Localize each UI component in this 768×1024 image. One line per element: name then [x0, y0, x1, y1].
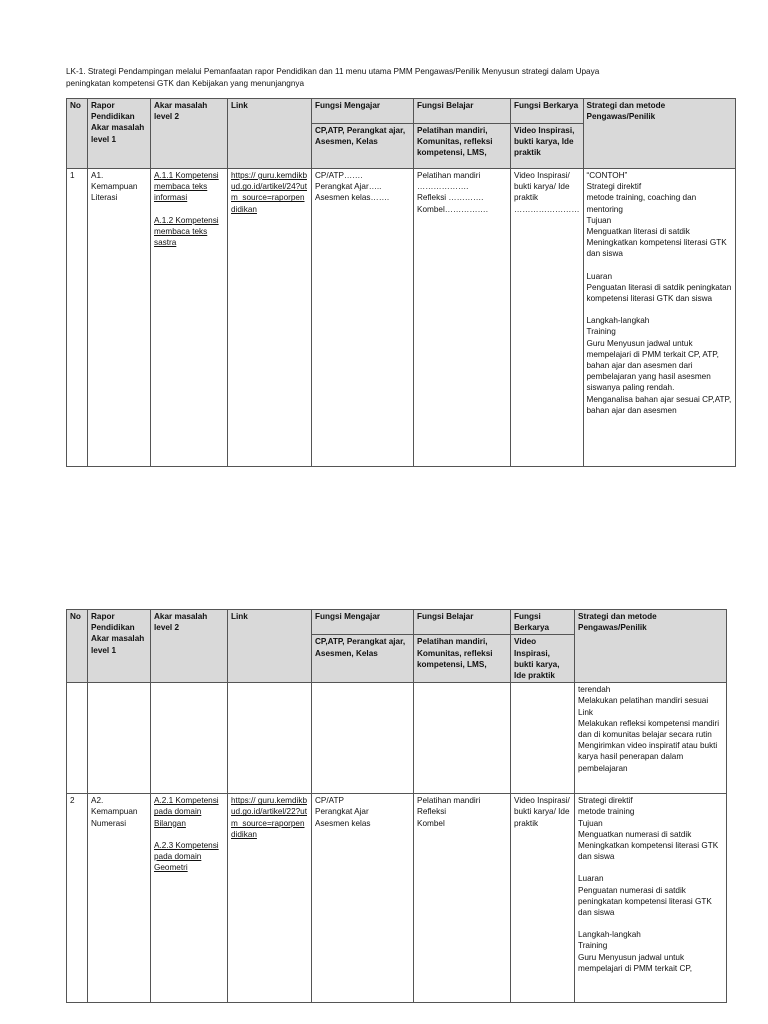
header-fungsi-belajar: Fungsi Belajar [414, 610, 511, 635]
intro-text [66, 66, 706, 90]
header-belajar-sub: Pelatihan mandiri, Komunitas, refleksi kompetensi, LMS, [414, 124, 511, 169]
link-cell [228, 169, 312, 467]
header-belajar-sub: Pelatihan mandiri, Komunitas, refleksi kompetensi, LMS, [414, 635, 511, 683]
header-mengajar-sub: CP,ATP, Perangkat ajar, Asesmen, Kelas [312, 635, 414, 683]
row-no: 1 [67, 169, 88, 467]
strategi-block: “CONTOH” Strategi direktif metode training, coaching dan mentoring Tujuan Menguatkan literasi di satdik Meningkatkan kompetensi literasi GTK dan siswa [586, 171, 727, 259]
strategi-block: Langkah-langkah Training Guru Menyusun jadwal untuk mempelajari di PMM terkait CP, ATP, bahan ajar dan asesmen dari pembelajaran yang hasil asesmen siswanya paling rendah. Menganalisa bahan ajar sesuai CP,ATP, bahan ajar dan asesmen [586, 316, 732, 415]
strategi-block: Luaran Penguatan literasi di satdik peningkatan kompetensi literasi GTK dan siswa [586, 271, 732, 304]
header-berkarya-sub: Video Inspirasi, bukti karya, Ide praktik [511, 635, 575, 683]
table-row-continuation [67, 683, 727, 794]
table-row [67, 169, 736, 467]
resource-link[interactable]: https:// guru.kemdikbud.go.id/artikel/24?utm_source=raporpendidikan [231, 171, 308, 214]
fungsi-berkarya-cell: Video Inspirasi/ bukti karya/ Ide praktik [511, 794, 575, 1003]
header-mengajar-sub: CP,ATP, Perangkat ajar, Asesmen, Kelas [312, 124, 414, 169]
header-fungsi-mengajar: Fungsi Mengajar [312, 99, 414, 124]
akar-item: A.2.1 Kompetensi pada domain Bilangan [154, 796, 219, 828]
header-rapor: Rapor Pendidikan Akar masalah level 1 [88, 610, 151, 683]
akar-item: A.1.2 Kompetensi membaca teks sastra [154, 215, 219, 248]
strategi-block: Luaran Penguatan numerasi di satdik peningkatan kompetensi literasi GTK dan siswa [578, 874, 712, 918]
fungsi-belajar-cell: Pelatihan mandiri Refleksi Kombel [414, 794, 511, 1003]
intro-line-2: peningkatan kompetensi GTK dan Kebijakan yang menunjangnya [66, 79, 305, 88]
strategy-table-page-1 [66, 98, 736, 467]
strategi-cell-continued: terendah Melakukan pelatihan mandiri sesuai Link Melakukan refleksi kompetensi mandiri dan di komunitas belajar secara rutin Mengirimkan video inspiratif atau bukti karya hasil penerapan dalam pembelajaran [575, 683, 727, 794]
header-no: No [67, 610, 88, 683]
header-berkarya-sub: Video Inspirasi, bukti karya, Ide praktik [511, 124, 584, 169]
fungsi-mengajar-cell: CP/ATP Perangkat Ajar Asesmen kelas [312, 794, 414, 1003]
header-akar-level-2: Akar masalah level 2 [151, 610, 228, 683]
akar-level-2-cell [151, 794, 228, 1003]
strategi-cell [575, 794, 727, 1003]
header-fungsi-mengajar: Fungsi Mengajar [312, 610, 414, 635]
akar-item: A.1.1 Kompetensi membaca teks informasi [154, 171, 219, 203]
fungsi-berkarya-cell: Video Inspirasi/ bukti karya/ Ide praktik …………………… [511, 169, 584, 467]
header-rapor: Rapor Pendidikan Akar masalah level 1 [88, 99, 151, 169]
strategi-block: Strategi direktif metode training Tujuan Menguatkan numerasi di satdik Meningkatkan kompetensi literasi GTK dan siswa [578, 796, 719, 862]
strategi-block: Langkah-langkah Training Guru Menyusun jadwal untuk mempelajari di PMM terkait CP, [578, 930, 693, 973]
header-fungsi-berkarya: Fungsi Berkarya [511, 99, 584, 124]
row-no: 2 [67, 794, 88, 1003]
akar-level-2-cell [151, 169, 228, 467]
header-akar-level-2: Akar masalah level 2 [151, 99, 228, 169]
header-strategi: Strategi dan metode Pengawas/Penilik [575, 610, 727, 683]
rapor-cell: A2. Kemampuan Numerasi [88, 794, 151, 1003]
fungsi-mengajar-cell: CP/ATP……. Perangkat Ajar….. Asesmen kelas……. [312, 169, 414, 467]
table-row [67, 794, 727, 1003]
resource-link[interactable]: https:// guru.kemdikbud.go.id/artikel/22?utm_source=raporpendidikan [231, 796, 308, 839]
rapor-cell: A1. Kemampuan Literasi [88, 169, 151, 467]
header-link: Link [228, 99, 312, 169]
strategy-table-page-2 [66, 609, 727, 1003]
link-cell [228, 794, 312, 1003]
fungsi-belajar-cell: Pelatihan mandiri ………………. Refleksi …………. Kombel……………. [414, 169, 511, 467]
header-link: Link [228, 610, 312, 683]
akar-item: A.2.3 Kompetensi pada domain Geometri [154, 840, 219, 873]
header-fungsi-berkarya: Fungsi Berkarya [511, 610, 575, 635]
strategi-cell [583, 169, 735, 467]
header-no: No [67, 99, 88, 169]
intro-line-1: LK-1. Strategi Pendampingan melalui Pemanfaatan rapor Pendidikan dan 11 menu utama PMM Pengawas/Penilik Menyusun strategi dalam Upaya [66, 67, 600, 76]
header-strategi: Strategi dan metode Pengawas/Penilik [583, 99, 735, 169]
header-fungsi-belajar: Fungsi Belajar [414, 99, 511, 124]
